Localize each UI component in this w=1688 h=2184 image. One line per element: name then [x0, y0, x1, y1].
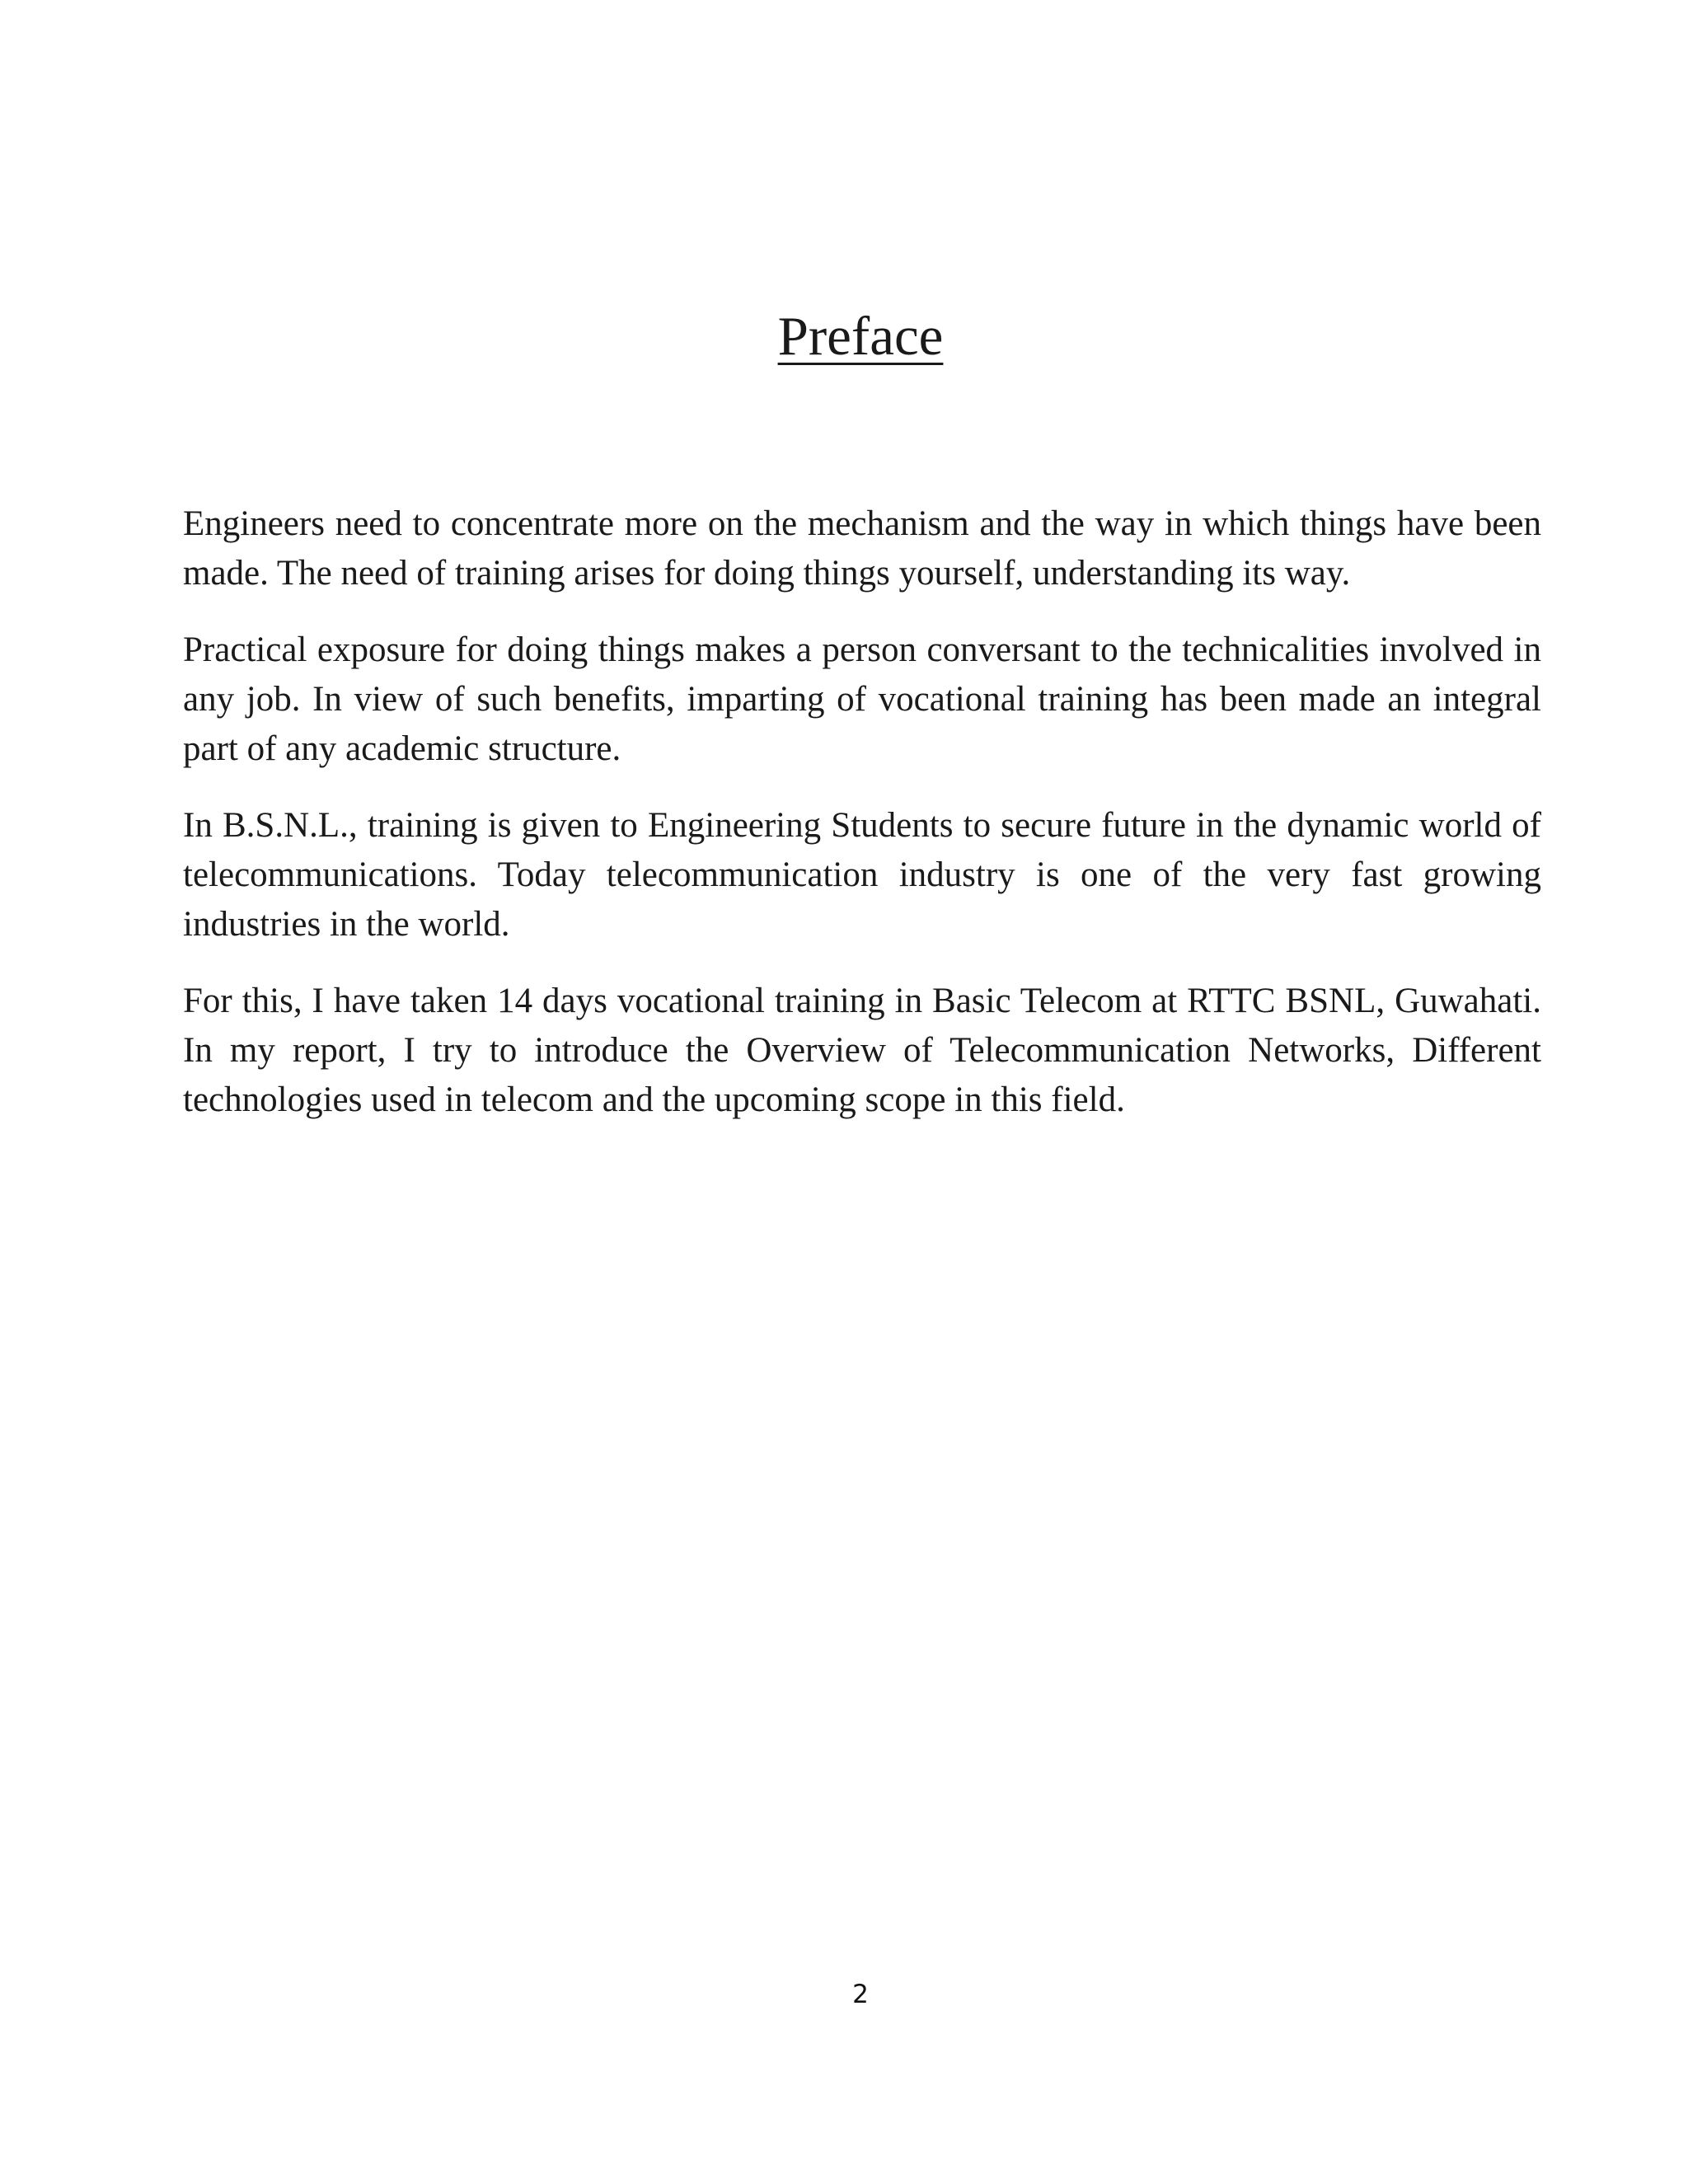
paragraph-1: Engineers need to concentrate more on the mechanism and the way in which things have been made. The need of training arises for doing things yourself, understanding its way.: [183, 504, 1541, 593]
paragraph-2: Practical exposure for doing things makes a person conversant to the technicalities involved in any job. In view of such benefits, imparting of vocational training has been made an integral part of any academic structure.: [183, 630, 1541, 768]
page-title: Preface: [777, 306, 944, 367]
paragraph-3: In B.S.N.L., training is given to Engineering Students to secure future in the dynamic world of telecommunications. Today telecommunication industry is one of the very fast growing industries in the world.: [183, 806, 1541, 944]
paragraph-4: For this, I have taken 14 days vocational training in Basic Telecom at RTTC BSNL, Guwahati. In my report, I try to introduce the Overview of Telecommunication Networks, Different technologies used in telecom and the upcoming scope in this field.: [183, 982, 1541, 1119]
preface-body: [183, 499, 1541, 1152]
page-number: 2: [852, 1980, 869, 2009]
